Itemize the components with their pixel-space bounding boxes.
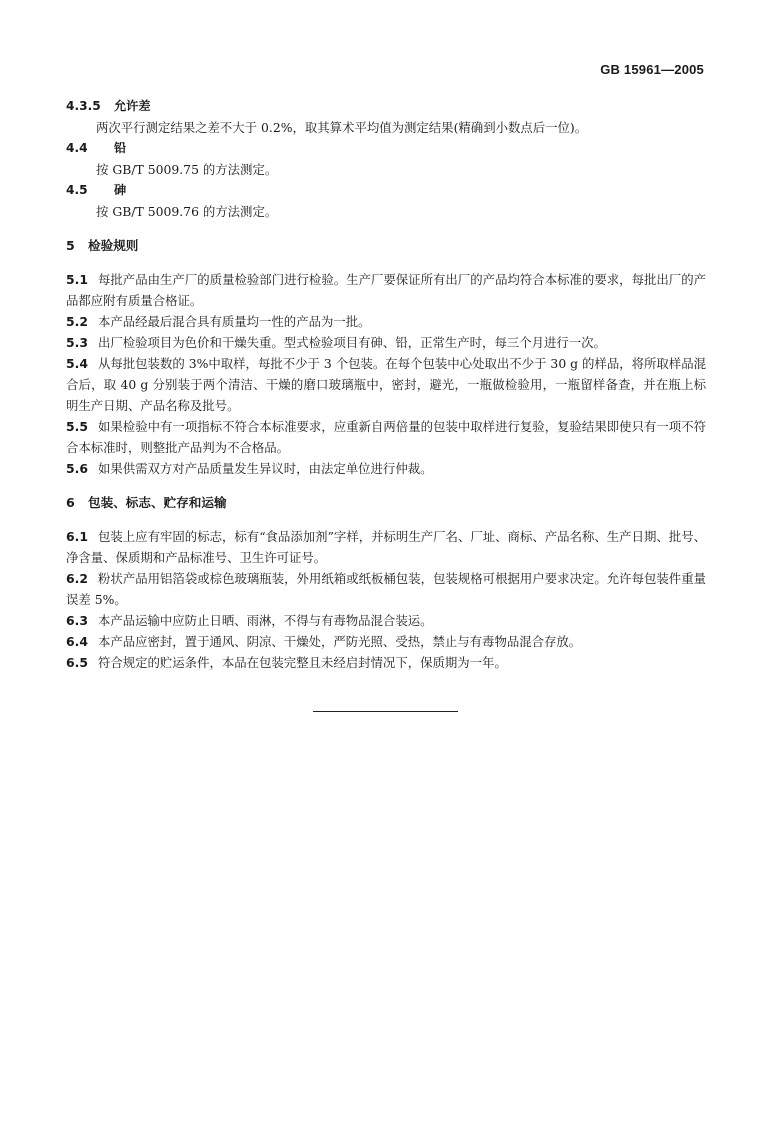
clause-number: 6.1 [66,529,88,544]
clause-text: 包装上应有牢固的标志，标有“食品添加剂”字样，并标明生产厂名、厂址、商标、产品名称、生产日期、批号、净含量、保质期和产品标准号、卫生许可证号。 [66,529,706,565]
clause-text: 粉状产品用铝箔袋或棕色玻璃瓶装，外用纸箱或纸板桶包装，包装规格可根据用户要求决定。允许每包装件重量误差 5%。 [66,571,706,607]
clause-6-5 [66,652,706,673]
clause-5-3 [66,332,706,353]
clause-number: 6.4 [66,634,88,649]
clause-text: 如果供需双方对产品质量发生异议时，由法定单位进行仲裁。 [97,461,433,476]
clause-text: 如果检验中有一项指标不符合本标准要求，应重新自两倍量的包装中取样进行复验，复验结果即使只有一项不符合本标准时，则整批产品判为不合格品。 [66,419,706,455]
section-number: 6 [66,495,75,510]
clause-text: 本产品应密封，置于通风、阴凉、干燥处，严防光照、受热，禁止与有毒物品混合存放。 [97,634,582,649]
clause-6-2 [66,568,706,610]
section-title: 包装、标志、贮存和运输 [88,495,227,510]
clause-number: 5.1 [66,272,88,287]
section-heading-6 [66,492,706,513]
section-title: 检验规则 [88,238,139,253]
clause-number: 5.4 [66,356,88,371]
clause-number: 5.6 [66,461,88,476]
clause-5-4 [66,353,706,416]
clause-text: 从每批包装数的 3%中取样，每批不少于 3 个包装。在每个包装中心处取出不少于 30 g 的样品，将所取样品混合后，取 40 g 分别装于两个清洁、干燥的磨口玻璃瓶中，密封，避光，一瓶做检验用，一瓶留样备查，并在瓶上标明生产日期、产品名称及批号。 [66,356,706,413]
clause-number: 5.3 [66,335,88,350]
subsection-title: 铅 [114,141,127,155]
subsection-text-4-3-5: 两次平行测定结果之差不大于 0.2%，取其算术平均值为测定结果(精确到小数点后一位)。 [96,120,588,135]
clause-text: 符合规定的贮运条件，本品在包装完整且未经启封情况下，保质期为一年。 [97,655,507,670]
clause-5-1 [66,269,706,311]
subsection-number: 4.4 [66,141,88,155]
subsection-number: 4.3.5 [66,99,101,113]
clause-5-5 [66,416,706,458]
end-divider [313,711,458,712]
clause-number: 5.5 [66,419,88,434]
clause-5-6 [66,458,706,479]
subsection-text-4-4: 按 GB/T 5009.75 的方法测定。 [96,162,278,177]
subsection-number: 4.5 [66,183,88,197]
subsection-text-4-5: 按 GB/T 5009.76 的方法测定。 [96,204,278,219]
subsection-heading-4-3-5 [66,96,706,117]
clause-text: 本产品运输中应防止日晒、雨淋，不得与有毒物品混合装运。 [97,613,433,628]
section-heading-5 [66,235,706,256]
clause-number: 6.3 [66,613,88,628]
clause-number: 6.5 [66,655,88,670]
standard-code: GB 15961—2005 [600,62,704,77]
clause-number: 6.2 [66,571,88,586]
subsection-heading-4-4 [66,138,706,159]
clause-6-3 [66,610,706,631]
section-number: 5 [66,238,75,253]
subsection-title: 允许差 [114,99,151,113]
subsection-title: 砷 [114,183,127,197]
clause-text: 每批产品由生产厂的质量检验部门进行检验。生产厂要保证所有出厂的产品均符合本标准的要求，每批出厂的产品都应附有质量合格证。 [66,272,706,308]
clause-6-1 [66,526,706,568]
clause-text: 本产品经最后混合具有质量均一性的产品为一批。 [97,314,371,329]
clause-number: 5.2 [66,314,88,329]
subsection-heading-4-5 [66,180,706,201]
document-body [66,96,706,673]
clause-text: 出厂检验项目为色价和干燥失重。型式检验项目有砷、铅，正常生产时，每三个月进行一次。 [97,335,606,350]
clause-6-4 [66,631,706,652]
clause-5-2 [66,311,706,332]
